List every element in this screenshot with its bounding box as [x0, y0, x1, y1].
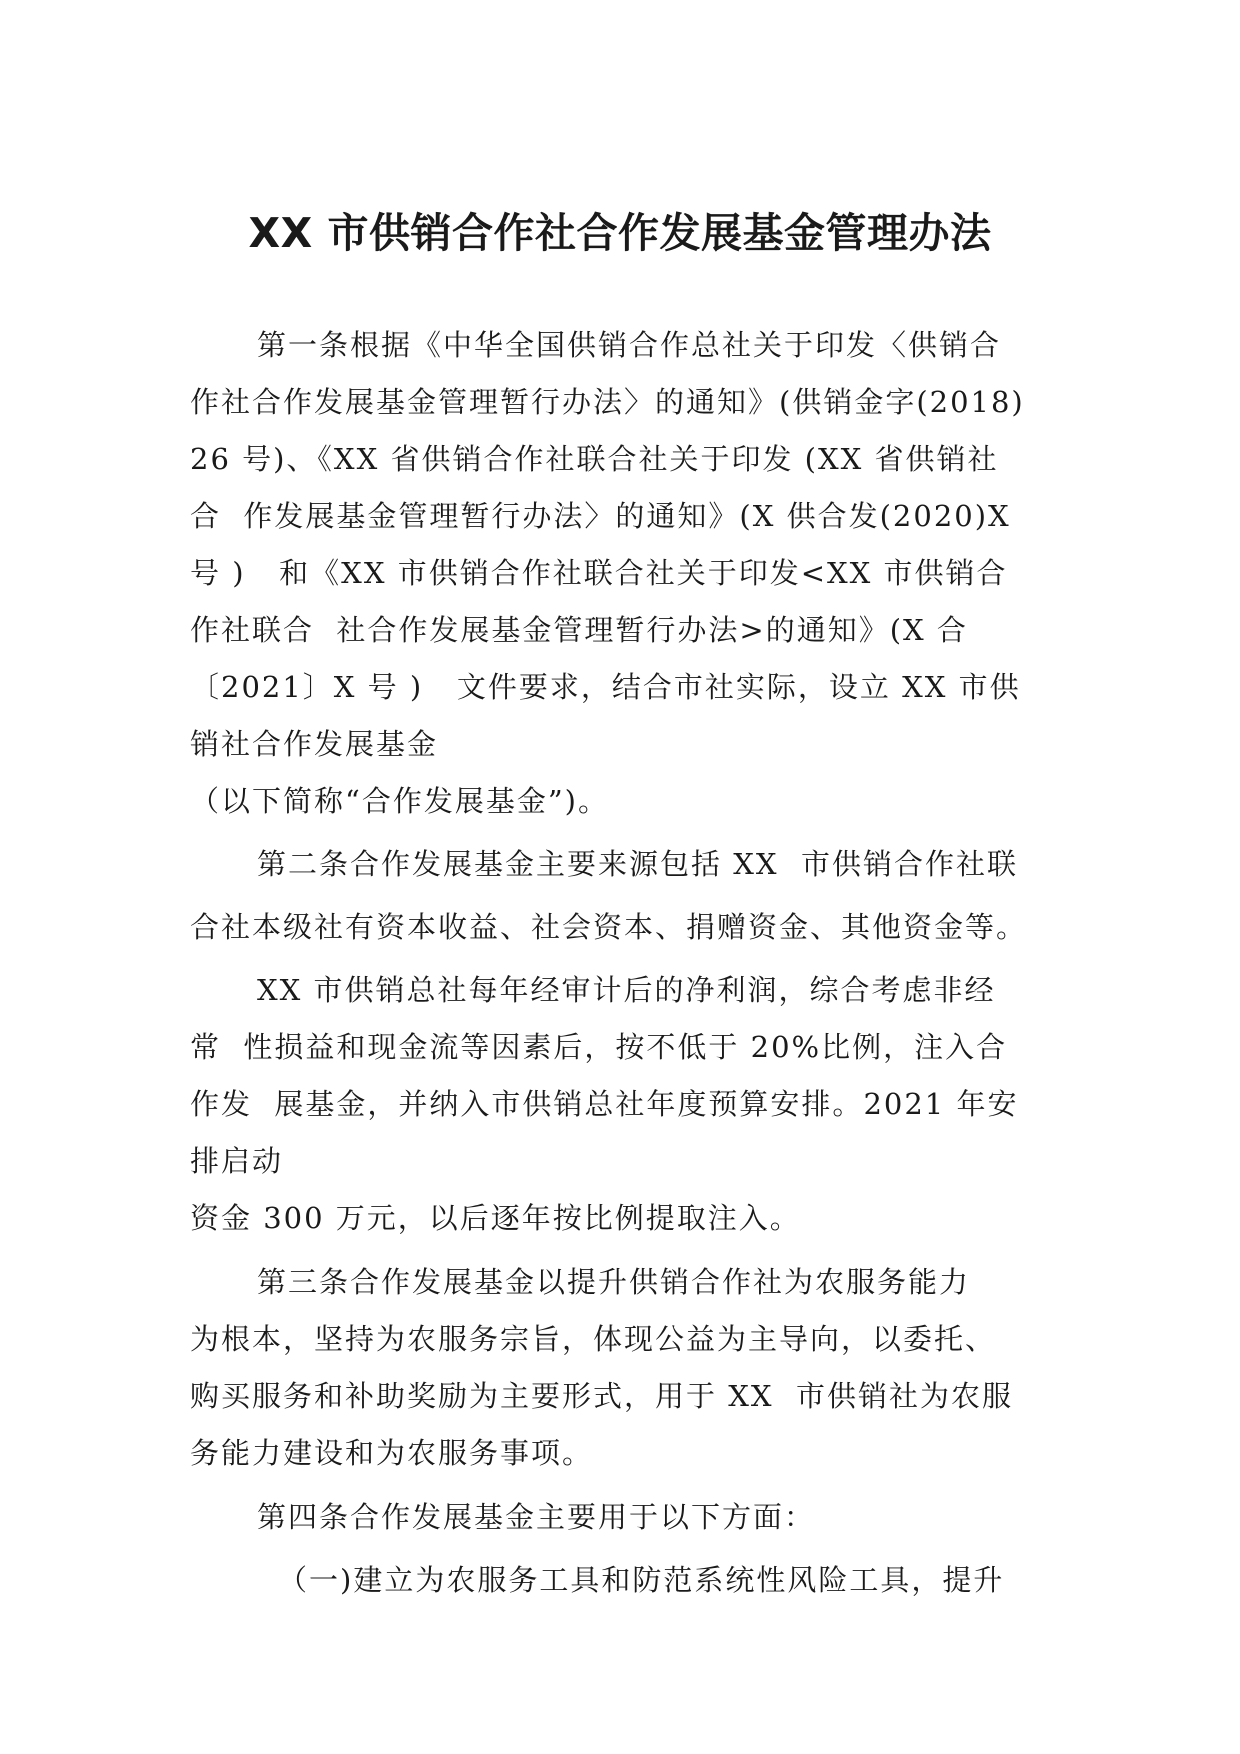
article-2-line-2: 合社本级社有资本收益、社会资本、捐赠资金、其他资金等。 [190, 910, 1028, 944]
article-1-line-2: 作社合作发展基金管理暂行办法〉的通知》(供销金字(2018) [190, 385, 1025, 419]
paragraph-3-line-5: 资金 300 万元，以后逐年按比例提取注入。 [190, 1201, 801, 1235]
article-3-line-3: 购买服务和补助奖励为主要形式，用于 XX 市供销社为农服 [190, 1379, 1013, 1413]
article-1-line-6: 作社联合 社合作发展基金管理暂行办法>的通知》(X 合 [190, 613, 968, 647]
paragraph-3-line-2: 常 性损益和现金流等因素后，按不低于 20%比例，注入合 [190, 1030, 1008, 1064]
paragraph-3-line-4: 排启动 [190, 1144, 284, 1178]
article-1-line-1: 第一条根据《中华全国供销合作总社关于印发〈供销合 [257, 328, 1002, 362]
article-4-line-1: 第四条合作发展基金主要用于以下方面： [257, 1500, 816, 1534]
article-3-line-2: 为根本，坚持为农服务宗旨，体现公益为主导向，以委托、 [190, 1322, 997, 1356]
article-1-line-5: 号 ) 和《XX 市供销合作社联合社关于印发<XX 市供销合 [190, 556, 1008, 590]
article-3-line-4: 务能力建设和为农服务事项。 [190, 1436, 594, 1470]
article-1-line-9: （以下简称“合作发展基金”)。 [190, 784, 609, 818]
article-1-line-3: 26 号)、《XX 省供销合作社联合社关于印发 (XX 省供销社 [190, 442, 999, 476]
paragraph-3-line-3: 作发 展基金，并纳入市供销总社年度预算安排。2021 年安 [190, 1087, 1019, 1121]
article-1-line-7: 〔2021〕X 号 ) 文件要求，结合市社实际，设立 XX 市供 [190, 670, 1021, 704]
article-1-line-8: 销社合作发展基金 [190, 727, 439, 761]
article-4-item-1-line-1: （一)建立为农服务工具和防范系统性风险工具，提升 [278, 1563, 1005, 1597]
document-title: XX 市供销合作社合作发展基金管理办法 [248, 209, 992, 258]
article-2-line-1: 第二条合作发展基金主要来源包括 XX 市供销合作社联 [257, 847, 1018, 881]
article-3-line-1: 第三条合作发展基金以提升供销合作社为农服务能力 [257, 1265, 971, 1299]
article-1-line-4: 合 作发展基金管理暂行办法〉的通知》(X 供合发(2020)X [190, 499, 1011, 533]
paragraph-3-line-1: XX 市供销总社每年经审计后的净利润，综合考虑非经 [257, 973, 996, 1007]
